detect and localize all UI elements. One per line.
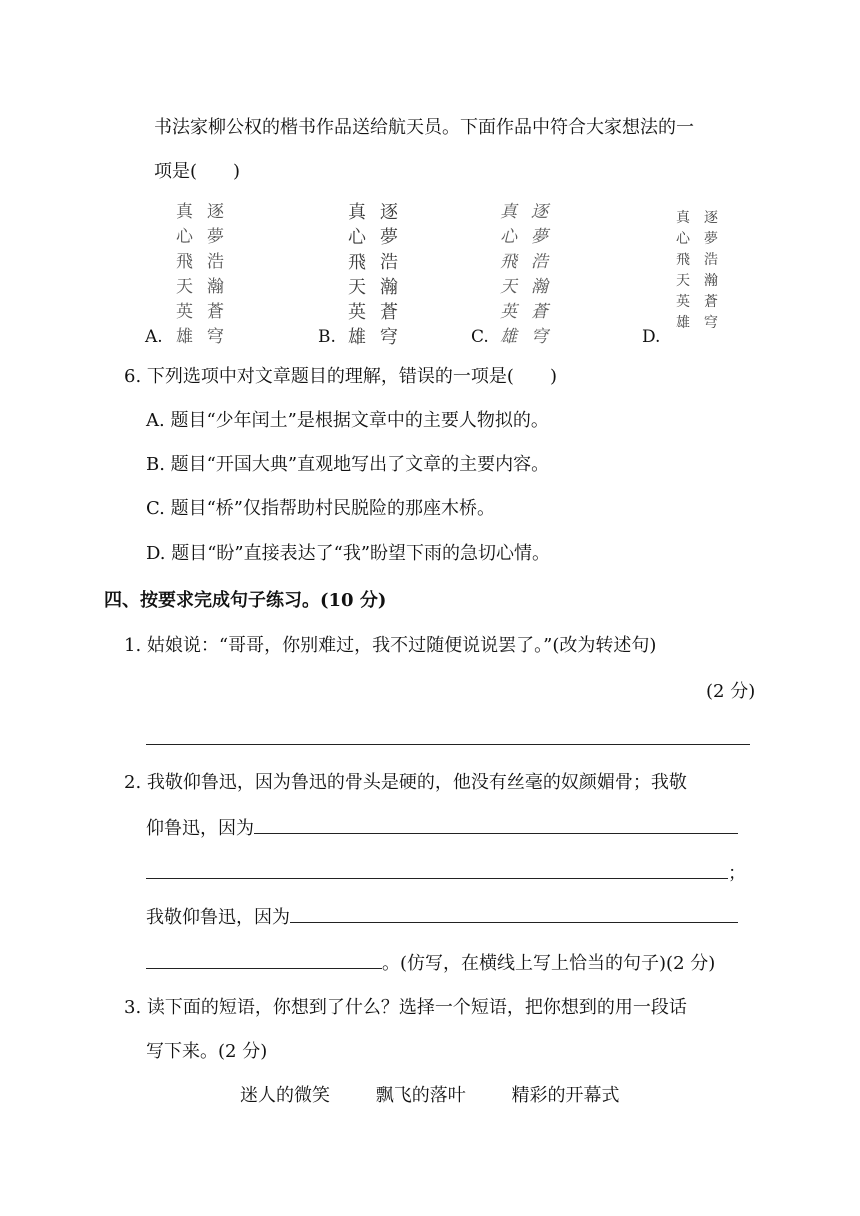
- s4-q1-answer-line[interactable]: [146, 726, 750, 745]
- calligraphy-glyph: 真: [500, 202, 517, 222]
- calligraphy-glyph: 天: [176, 277, 193, 297]
- calligraphy-column-right: [207, 200, 224, 350]
- calligraphy-glyph: 瀚: [531, 277, 548, 297]
- calligraphy-glyph: 真: [676, 210, 690, 226]
- calligraphy-glyph: 蒼: [531, 302, 548, 322]
- calligraphy-option-c-image: [500, 200, 548, 350]
- calligraphy-glyph: 穹: [704, 315, 718, 331]
- calligraphy-glyph: 真: [348, 202, 366, 223]
- s4-q2-body: 我敬仰鲁迅，因为鲁迅的骨头是硬的，他没有丝毫的奴颜媚骨；我敬: [146, 772, 687, 793]
- q6-option-c: C. 题目“桥”仅指帮助村民脱险的那座木桥。: [146, 498, 495, 519]
- calligraphy-glyph: 逐: [531, 202, 548, 222]
- option-a-label: A.: [145, 327, 163, 347]
- calligraphy-column-right: [704, 208, 718, 334]
- calligraphy-glyph: 天: [676, 273, 690, 289]
- q6-option-a: A. 题目“少年闰土”是根据文章中的主要人物拟的。: [146, 410, 549, 431]
- calligraphy-glyph: 英: [176, 302, 193, 322]
- calligraphy-glyph: 蒼: [704, 294, 718, 310]
- calligraphy-column-right: [380, 200, 398, 350]
- calligraphy-option-d-image: [676, 208, 718, 334]
- s4-q3-line2: 写下来。(2 分): [146, 1041, 268, 1062]
- calligraphy-glyph: 天: [348, 277, 366, 298]
- phrase-item: 精彩的开幕式: [511, 1085, 620, 1106]
- s4-q2-line2-text: 仰鲁迅，因为: [146, 818, 254, 839]
- option-c-label: C.: [471, 327, 489, 347]
- s4-q2-answer-line-2[interactable]: [146, 860, 728, 879]
- s4-q2-line4: [146, 904, 738, 930]
- calligraphy-glyph: 心: [348, 227, 366, 248]
- calligraphy-glyph: 穹: [207, 327, 224, 347]
- calligraphy-column-left: [676, 208, 690, 334]
- s4-q2-line1: [124, 771, 687, 795]
- calligraphy-column-left: [176, 200, 193, 350]
- calligraphy-glyph: 飛: [176, 252, 193, 272]
- q5-stem-line2: 项是( ): [154, 161, 241, 182]
- q6-option-b: B. 题目“开国大典”直观地写出了文章的主要内容。: [146, 454, 550, 475]
- phrase-item: 飘飞的落叶: [375, 1085, 466, 1106]
- s4-q1-text: [124, 634, 656, 658]
- q6-option-d: D. 题目“盼”直接表达了“我”盼望下雨的急切心情。: [146, 543, 551, 564]
- calligraphy-glyph: 瀚: [207, 277, 224, 297]
- s4-q2-line4-text: 我敬仰鲁迅，因为: [146, 907, 290, 928]
- calligraphy-glyph: 蒼: [207, 302, 224, 322]
- calligraphy-glyph: 心: [500, 227, 517, 247]
- calligraphy-glyph: 夢: [531, 227, 548, 247]
- s4-q2-line5-text: 。(仿写，在横线上写上恰当的句子)(2 分): [382, 953, 716, 974]
- calligraphy-glyph: 天: [500, 277, 517, 297]
- calligraphy-glyph: 夢: [704, 231, 718, 247]
- s4-q3-body: 读下面的短语，你想到了什么？选择一个短语，把你想到的用一段话: [146, 997, 687, 1018]
- s4-q2-answer-line-1[interactable]: [254, 815, 738, 834]
- q6-text: 下列选项中对文章题目的理解，错误的一项是( ): [146, 366, 557, 387]
- calligraphy-glyph: 逐: [704, 210, 718, 226]
- s4-q3-line1: [124, 996, 687, 1020]
- s4-q1-number: 1.: [124, 635, 142, 656]
- calligraphy-glyph: 夢: [207, 227, 224, 247]
- calligraphy-glyph: 浩: [380, 252, 398, 273]
- calligraphy-option-a-image: [176, 200, 224, 350]
- calligraphy-glyph: 雄: [500, 327, 517, 347]
- s4-q2-line2: [146, 815, 738, 841]
- s4-q2-answer-line-4[interactable]: [146, 950, 382, 969]
- calligraphy-glyph: 真: [176, 202, 193, 222]
- s4-q3-number: 3.: [124, 997, 142, 1018]
- calligraphy-glyph: 瀚: [380, 277, 398, 298]
- s4-q1-score: (2 分): [706, 681, 756, 702]
- section-4-title: 四、按要求完成句子练习。(10 分): [104, 590, 387, 611]
- calligraphy-glyph: 浩: [531, 252, 548, 272]
- q5-stem-line1: 书法家柳公权的楷书作品送给航天员。下面作品中符合大家想法的一: [154, 117, 694, 138]
- phrase-item: 迷人的微笑: [240, 1085, 330, 1106]
- calligraphy-glyph: 穹: [531, 327, 548, 347]
- s4-q2-line3-semicolon: ；: [728, 863, 746, 884]
- s4-q2-line5: [146, 950, 715, 976]
- calligraphy-glyph: 英: [676, 294, 690, 310]
- calligraphy-glyph: 飛: [348, 252, 366, 273]
- calligraphy-glyph: 飛: [500, 252, 517, 272]
- calligraphy-glyph: 逐: [380, 202, 398, 223]
- calligraphy-glyph: 穹: [380, 327, 398, 348]
- calligraphy-glyph: 浩: [704, 252, 718, 268]
- s4-q1-body: 姑娘说：“哥哥，你别难过，我不过随便说说罢了。”(改为转述句): [146, 635, 657, 656]
- calligraphy-glyph: 雄: [348, 327, 366, 348]
- s4-q3-phrases: [240, 1084, 619, 1108]
- s4-q2-line3: [146, 860, 746, 886]
- calligraphy-glyph: 蒼: [380, 302, 398, 323]
- calligraphy-column-left: [500, 200, 517, 350]
- s4-q2-number: 2.: [124, 772, 142, 793]
- calligraphy-glyph: 飛: [676, 252, 690, 268]
- option-b-label: B.: [318, 327, 336, 347]
- calligraphy-glyph: 心: [676, 231, 690, 247]
- calligraphy-glyph: 英: [348, 302, 366, 323]
- calligraphy-glyph: 心: [176, 227, 193, 247]
- s4-q2-answer-line-3[interactable]: [290, 904, 738, 923]
- calligraphy-glyph: 逐: [207, 202, 224, 222]
- calligraphy-glyph: 夢: [380, 227, 398, 248]
- q6-number: 6.: [124, 366, 142, 387]
- calligraphy-glyph: 浩: [207, 252, 224, 272]
- calligraphy-column-right: [531, 200, 548, 350]
- calligraphy-glyph: 雄: [676, 315, 690, 331]
- calligraphy-column-left: [348, 200, 366, 350]
- calligraphy-glyph: 瀚: [704, 273, 718, 289]
- calligraphy-option-b-image: [348, 200, 398, 350]
- option-d-label: D.: [642, 327, 661, 347]
- calligraphy-glyph: 雄: [176, 327, 193, 347]
- calligraphy-glyph: 英: [500, 302, 517, 322]
- q6-stem: [124, 365, 557, 389]
